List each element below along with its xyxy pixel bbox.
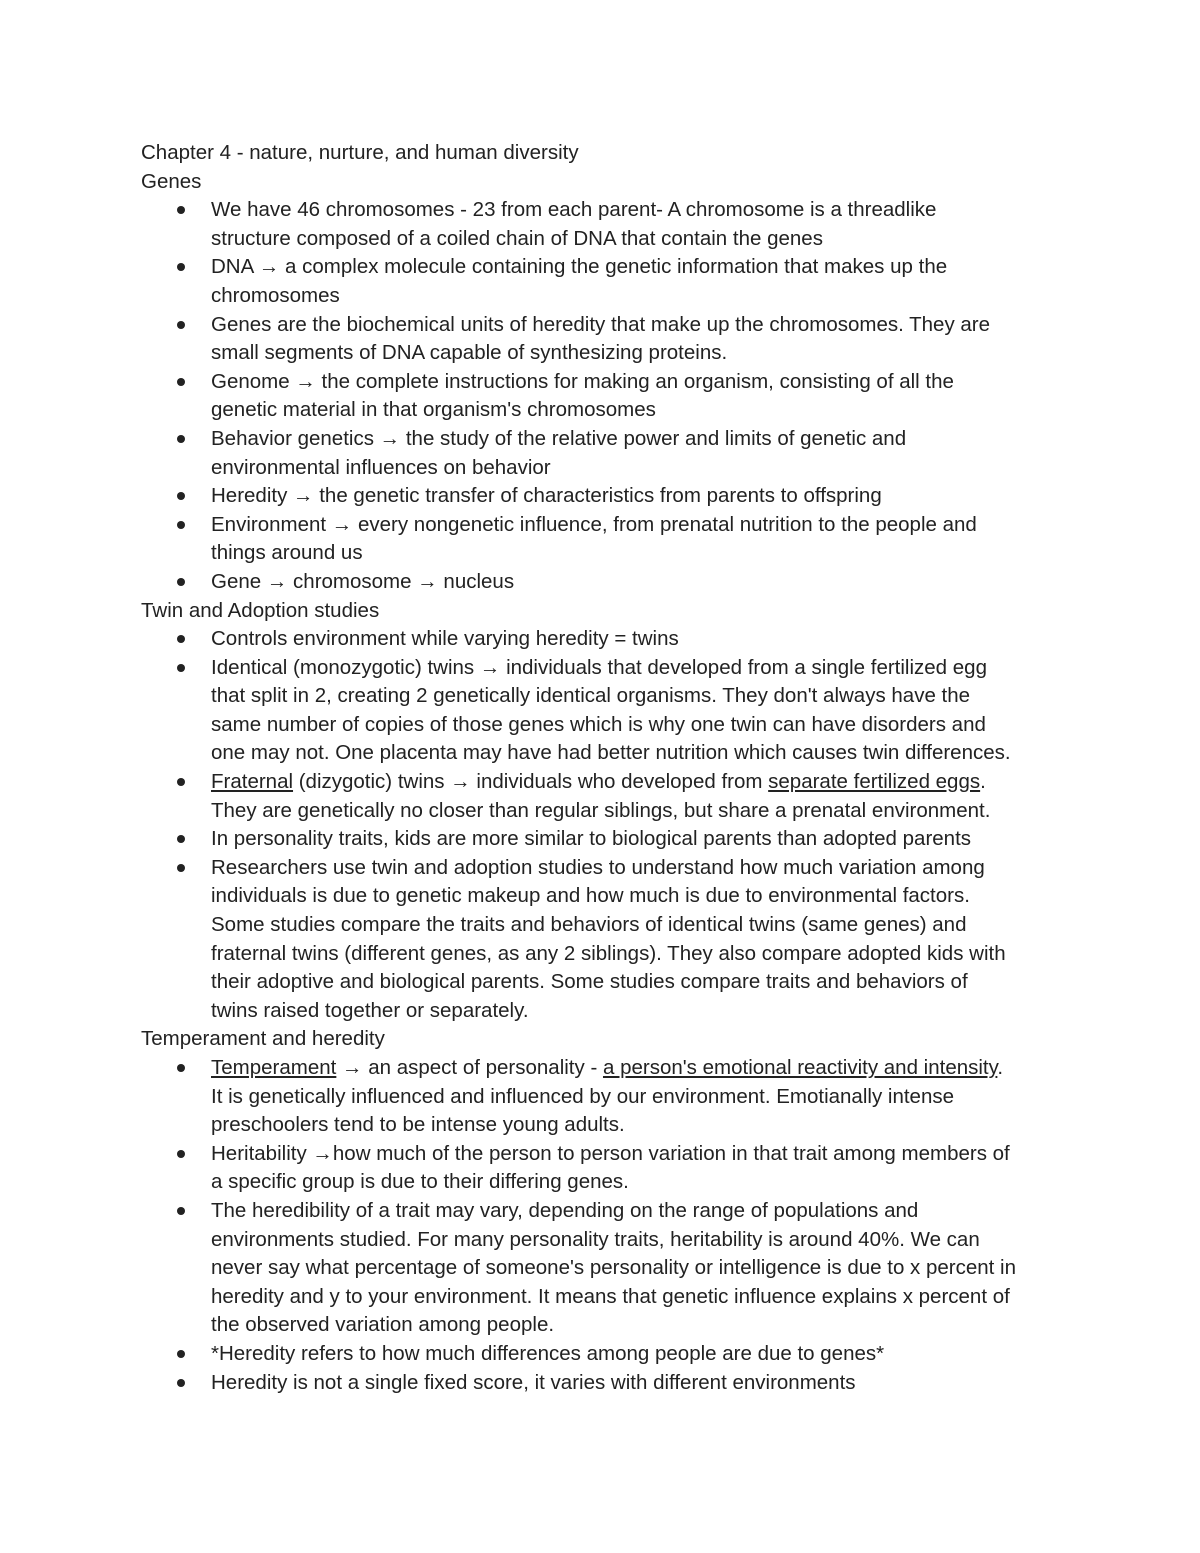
list-item-text: fraternal twins (different genes, as any 2 siblings). They also compare adopted kids with xyxy=(211,941,1006,965)
bullet-icon xyxy=(177,664,185,672)
list-item xyxy=(211,568,1071,597)
bullet-icon xyxy=(177,321,185,329)
list-item xyxy=(211,311,1071,368)
list-item-text: twins raised together or separately. xyxy=(211,998,529,1022)
list-item xyxy=(211,768,1071,825)
list-item xyxy=(211,511,1071,568)
list-item xyxy=(211,1369,1071,1398)
inline-text: . xyxy=(997,1056,1004,1079)
list-item-text: Gene → chromosome → nucleus xyxy=(211,569,515,593)
list-item-text: environments studied. For many personality traits, heritability is around 40%. We can xyxy=(211,1227,980,1251)
section-heading-twin-adoption: Twin and Adoption studies xyxy=(141,598,380,622)
bullet-icon xyxy=(177,263,185,271)
bullet-icon xyxy=(177,206,185,214)
bullet-icon xyxy=(177,1379,185,1387)
list-item-text: Controls environment while varying heredity = twins xyxy=(211,627,679,651)
list-item-text: Heredity → the genetic transfer of characteristics from parents to offspring xyxy=(211,484,882,508)
list-item-text: Researchers use twin and adoption studies to understand how much variation among xyxy=(211,855,985,879)
underlined-phrase: separate fertilized eggs xyxy=(768,770,981,794)
list-item xyxy=(211,625,1071,654)
list-item-text: The heredibility of a trait may vary, depending on the range of populations and xyxy=(211,1198,919,1222)
bullet-icon xyxy=(177,635,185,643)
list-item-text: It is genetically influenced and influenced by our environment. Emotianally intense xyxy=(211,1084,954,1108)
list-item xyxy=(211,654,1071,768)
list-item-text: a specific group is due to their differing genes. xyxy=(211,1170,629,1194)
bullet-icon xyxy=(177,1350,185,1358)
list-item-text: Some studies compare the traits and behaviors of identical twins (same genes) and xyxy=(211,913,967,937)
list-item xyxy=(211,425,1071,482)
list-item-text xyxy=(211,1054,1071,1083)
list-item-text: things around us xyxy=(211,541,363,565)
inline-text: . xyxy=(980,770,986,794)
inline-text: → an aspect of personality - xyxy=(336,1056,603,1079)
list-item-text: environmental influences on behavior xyxy=(211,455,551,479)
bullet-icon xyxy=(177,1150,185,1158)
list-item-text: one may not. One placenta may have had better nutrition which causes twin differences. xyxy=(211,741,1011,765)
list-item-text: DNA → a complex molecule containing the genetic information that makes up the xyxy=(211,255,948,279)
list-item-text: In personality traits, kids are more similar to biological parents than adopted parents xyxy=(211,827,972,851)
list-item-text: preschoolers tend to be intense young adults. xyxy=(211,1113,625,1137)
bullet-icon xyxy=(177,1064,185,1072)
document-title: Chapter 4 - nature, nurture, and human diversity xyxy=(141,141,579,164)
genes-bullet-list xyxy=(141,196,1071,596)
bullet-icon xyxy=(177,835,185,843)
document-page xyxy=(141,139,1071,1397)
list-item xyxy=(211,1140,1071,1197)
list-item-text: structure composed of a coiled chain of DNA that contain the genes xyxy=(211,226,823,250)
inline-text: (dizygotic) twins → individuals who developed from xyxy=(293,770,769,794)
bullet-icon xyxy=(177,492,185,500)
list-item-text: Environment → every nongenetic influence, from prenatal nutrition to the people and xyxy=(211,512,977,536)
list-item-text: Heritability →how much of the person to person variation in that trait among members of xyxy=(211,1141,1010,1165)
list-item-text: Genes are the biochemical units of heredity that make up the chromosomes. They are xyxy=(211,312,991,336)
bullet-icon xyxy=(177,578,185,586)
temperament-bullet-list xyxy=(141,1054,1071,1397)
bullet-icon xyxy=(177,435,185,443)
bullet-icon xyxy=(177,864,185,872)
list-item xyxy=(211,196,1071,253)
twin-adoption-bullet-list xyxy=(141,625,1071,1025)
list-item-text: same number of copies of those genes which is why one twin can have disorders and xyxy=(211,712,986,736)
underlined-term: Temperament xyxy=(211,1056,337,1079)
list-item xyxy=(211,1054,1071,1140)
list-item xyxy=(211,854,1071,1026)
list-item-text: genetic material in that organism's chromosomes xyxy=(211,398,656,422)
list-item-text xyxy=(211,768,1071,797)
bullet-icon xyxy=(177,521,185,529)
bullet-icon xyxy=(177,778,185,786)
underlined-phrase: a person's emotional reactivity and intensity xyxy=(602,1056,998,1079)
bullet-icon xyxy=(177,378,185,386)
list-item-text: chromosomes xyxy=(211,283,340,307)
list-item-text: Heredity is not a single fixed score, it varies with different environments xyxy=(211,1370,856,1394)
list-item-text: Behavior genetics → the study of the relative power and limits of genetic and xyxy=(211,426,907,450)
list-item-text: the observed variation among people. xyxy=(211,1313,555,1337)
list-item-text: Genome → the complete instructions for making an organism, consisting of all the xyxy=(211,369,954,393)
list-item-text: We have 46 chromosomes - 23 from each parent- A chromosome is a threadlike xyxy=(211,198,937,222)
list-item xyxy=(211,1197,1071,1340)
underlined-term: Fraternal xyxy=(211,770,294,794)
bullet-icon xyxy=(177,1207,185,1215)
section-heading-genes: Genes xyxy=(141,169,202,193)
list-item-text: that split in 2, creating 2 genetically identical organisms. They don't always have the xyxy=(211,684,971,708)
list-item-text: *Heredity refers to how much differences among people are due to genes* xyxy=(211,1341,885,1365)
list-item xyxy=(211,825,1071,854)
list-item xyxy=(211,1340,1071,1369)
list-item-text: heredity and y to your environment. It means that genetic influence explains x percent of xyxy=(211,1284,1010,1308)
list-item xyxy=(211,253,1071,310)
list-item-text: individuals is due to genetic makeup and how much is due to environmental factors. xyxy=(211,884,970,908)
section-heading-temperament: Temperament and heredity xyxy=(141,1027,385,1051)
list-item-text: They are genetically no closer than regular siblings, but share a prenatal environment. xyxy=(211,798,991,822)
list-item-text: never say what percentage of someone's personality or intelligence is due to x percent in xyxy=(211,1256,1017,1280)
list-item-text: small segments of DNA capable of synthesizing proteins. xyxy=(211,341,728,365)
list-item-text: their adoptive and biological parents. Some studies compare traits and behaviors of xyxy=(211,970,968,994)
list-item xyxy=(211,482,1071,511)
list-item xyxy=(211,368,1071,425)
list-item-text: Identical (monozygotic) twins → individuals that developed from a single fertilized egg xyxy=(211,655,987,679)
